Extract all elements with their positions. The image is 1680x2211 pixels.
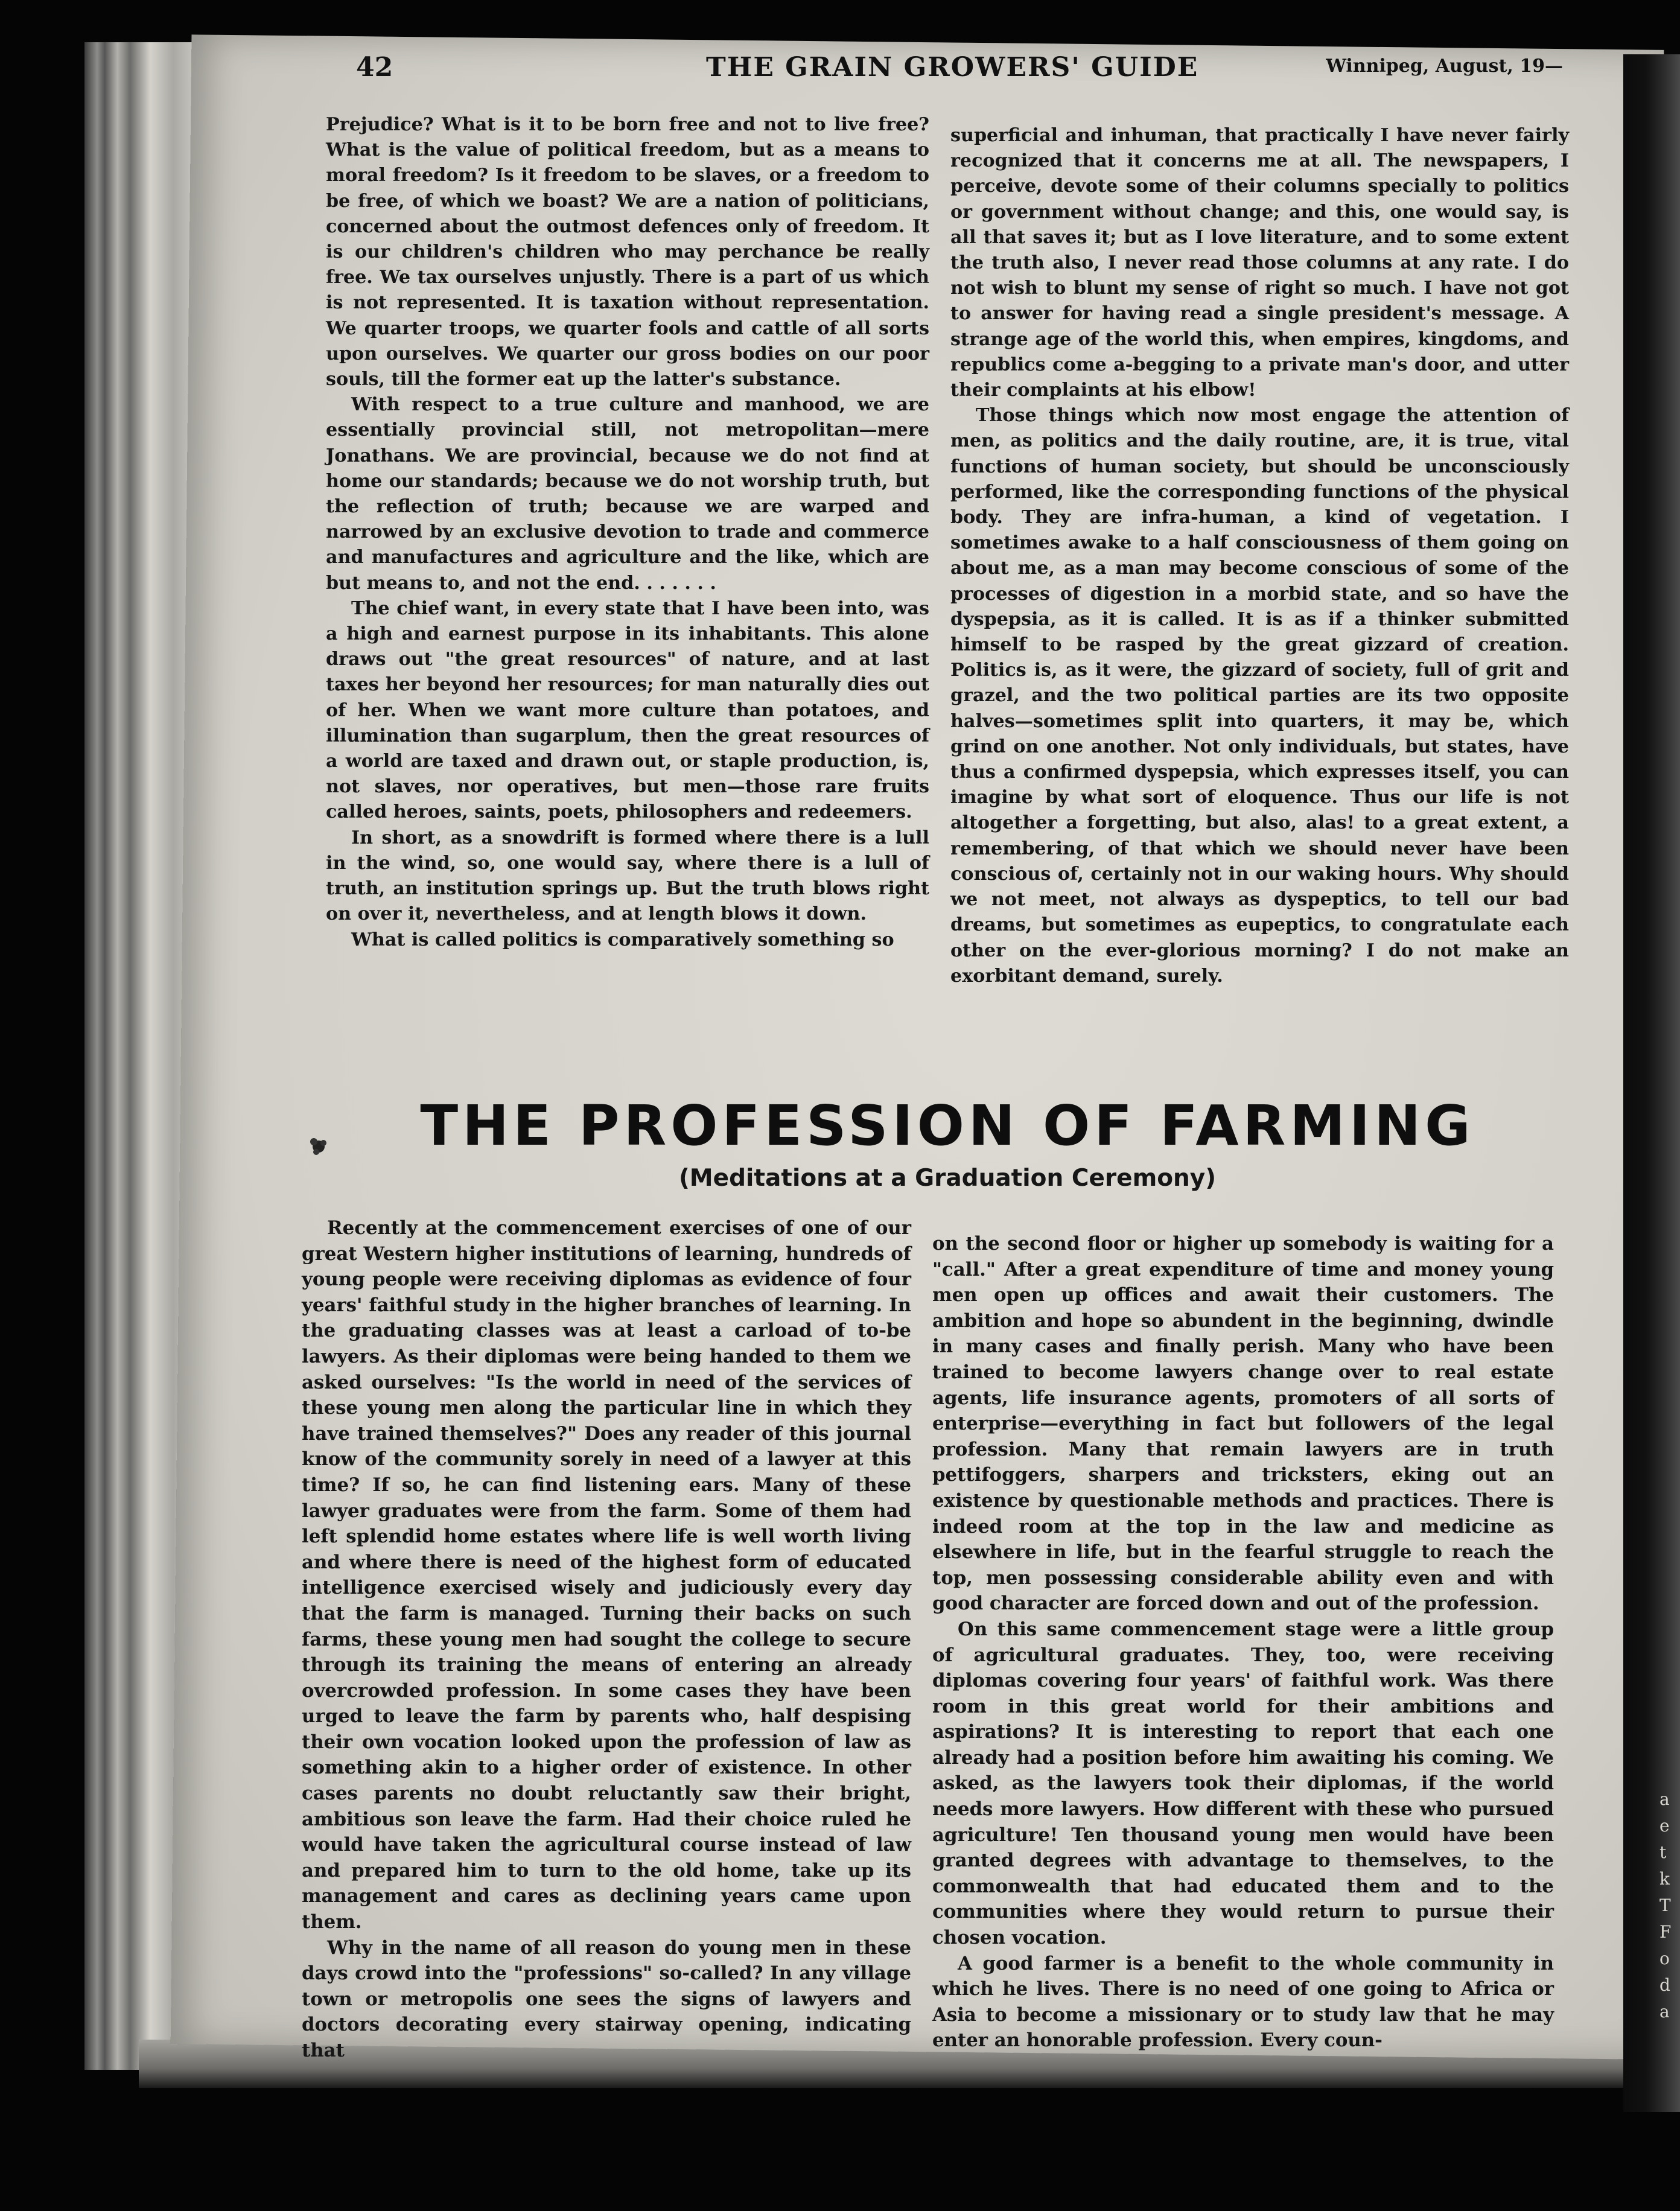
paragraph: superficial and inhuman, that practically I have never fairly recognized that it concerns me at all. The newspapers, I perceive, devote some of their columns specially to politics or government without change; and this, one would say, is all that saves it; but as I love literature, and to some extent the truth also, I never read those columns at any rate. I do not wish to blunt my sense of right so much. I have not got to answer for having read a single president's message. A strange age of the world this, when empires, kingdoms, and republics come a-begging to a private man's door, and utter their complaints at his elbow! [950, 125, 1569, 401]
paragraph: The chief want, in every state that I have been into, was a high and earnest purpose in its inhabitants. This alone draws out "the great resources" of nature, and at last taxes her beyond her resources; for man naturally dies out of her. When we want more culture than potatoes, and illumination than sugarplum, then the great resources of a world are taxed and drawn out, or staple production, is, not slaves, nor operatives, but men—those rare fruits called heroes, saints, poets, philosophers and redeemers. [326, 597, 929, 823]
essay-left-column [326, 112, 929, 953]
paragraph: Those things which now most engage the attention of men, as politics and the daily routine, are, it is true, vital functions of human society, but should be unconsciously performed, like the corresponding functions of the physical body. They are infra-human, a kind of vegetation. I sometimes awake to a half consciousness of them going on about me, as a man may become conscious of some of the processes of digestion in a morbid state, and so have the dyspepsia, as it is called. It is as if a thinker submitted himself to be rasped by the great gizzard of creation. Politics is, as it were, the gizzard of society, full of grit and grazel, and the two political parties are its two opposite halves—sometimes split into quarters, it may be, which grind on one another. Not only individuals, but states, have thus a confirmed dyspepsia, which expresses itself, you can imagine by what sort of eloquence. Thus our life is not altogether a forgetting, but also, alas! to a great extent, a remembering, of that which we should never have been conscious of, certainly not in our waking hours. Why should we not meet, not always as dyspeptics, to tell our bad dreams, but sometimes as eupeptics, to congratulate each other on the ever-glorious morning? I do not make an exorbitant demand, surely. [950, 405, 1569, 987]
paragraph: Recently at the commencement exercises of one of our great Western higher institutions of learning, hundreds of young people were receiving diplomas as evidence of four years' faithful study in the higher branches of learning. In the graduating classes was at least a carload of to-be lawyers. As their diplomas were being handed to them we asked ourselves: "Is the world in need of the services of these young men along the particular line in which they have trained themselves?" Does any reader of this journal know of the community sorely in need of a lawyer at this time? If so, he can find listening ears. Many of these lawyer graduates were from the farm. Some of them had left splendid home estates where life is well worth living and where there is need of the highest form of educated intelligence exercised wisely and judiciously every day that the farm is managed. Turning their backs on such farms, these young men had sought the college to secure through its training the means of entering an already overcrowded profession. In some cases they have been urged to leave the farm by parents who, half despising their own vocation looked upon the profession of law as something akin to a higher order of existence. In other cases parents no doubt reluctantly saw their bright, ambitious son leave the farm. Had their choice ruled he would have taken the agricultural course instead of law and prepared him to turn to the old home, take up its management and cares as declining years came upon them. [302, 1217, 911, 1933]
paragraph: With respect to a true culture and manhood, we are essentially provincial still, not metropolitan—mere Jonathans. We are provincial, because we do not find at home our standards; because we do not worship truth, but the reflection of truth; because we are warped and narrowed by an exclusive devotion to trade and commerce and manufactures and agriculture and the like, which are but means to, and not the end. . . . . . . [326, 394, 929, 594]
fragment-letter: e [1659, 1816, 1670, 1836]
article-headline: THE PROFESSION OF FARMING [420, 1093, 1475, 1158]
fragment-letter: o [1659, 1949, 1670, 1968]
fragment-letter: t [1659, 1842, 1667, 1862]
essay-right-column [950, 123, 1569, 989]
paragraph: Prejudice? What is it to be born free and not to live free? What is the value of political freedom, but as a means to moral freedom? Is it freedom to be slaves, or a freedom to be free, of which we boast? We are a nation of politicians, concerned about the outmost defences only of freedom. It is our children's children who may perchance be really free. We tax ourselves unjustly. There is a part of us which is not represented. It is taxation without representation. We quarter troops, we quarter fools and cattle of all sorts upon ourselves. We quarter our gross bodies on our poor souls, till the former eat up the latter's substance. [326, 114, 929, 390]
paragraph: On this same commencement stage were a little group of agricultural graduates. They, too, were receiving diplomas covering four years' of faithful work. Was there room in this great world for their ambitions and aspirations? It is interesting to report that each one already had a position before him awaiting his coming. We asked, as the lawyers took their diplomas, if the world needs more lawyers. How different with these who pursued agriculture! Ten thousand young men would have been granted degrees with advantage to themselves, to the commonwealth that had educated them and to the communities where they would return to pursue their chosen vocation. [932, 1618, 1554, 1949]
fleuron-icon [307, 1134, 331, 1159]
paragraph: Why in the name of all reason do young men in these days crowd into the "professions" so-called? In any village town or metropolis one sees the signs of lawyers and doctors decorating every stairway opening, indicating that [302, 1936, 911, 2061]
paragraph: on the second floor or higher up somebody is waiting for a "call." After a great expenditure of time and money young men open up offices and await their customers. The ambition and hope so abundent in the beginning, dwindle in many cases and finally perish. Many who have been trained to become lawyers change over to real estate agents, life insurance agents, promoters of all sorts of enterprise—everything in fact but followers of the legal profession. Many that remain lawyers are in truth pettifoggers, sharpers and tricksters, eking out an existence by questionable methods and practices. There is indeed room at the top in the law and medicine as elsewhere in life, but in the fearful struggle to reach the top, men possessing considerable ability even and with good character are forced down and out of the profession. [932, 1233, 1554, 1615]
fragment-letter: d [1659, 1975, 1670, 1995]
dateline: Winnipeg, August, 19— [1326, 56, 1563, 77]
fragment-letter: T [1659, 1895, 1671, 1915]
paragraph: In short, as a snowdrift is formed where there is a lull in the wind, so, one would say, where there is a lull of truth, an institution springs up. But the truth blows right on over it, nevertheless, and at length blows it down. [326, 827, 929, 925]
page-number: 42 [356, 52, 393, 83]
adjacent-page-fragment [1659, 1786, 1680, 2025]
fragment-letter: a [1659, 2002, 1670, 2022]
running-header [326, 48, 1569, 97]
paragraph: What is called politics is comparatively something so [351, 929, 894, 950]
article-subheadline: (Meditations at a Graduation Ceremony) [678, 1165, 1217, 1192]
fragment-letter: a [1659, 1789, 1670, 1809]
fragment-letter: F [1659, 1922, 1672, 1942]
paragraph: A good farmer is a benefit to the whole community in which he lives. There is no need of one going to Africa or Asia to become a missionary or to study law that he may enter an honorable profession. Every coun- [932, 1952, 1554, 2052]
article-right-column [932, 1231, 1554, 2054]
article-left-column [302, 1215, 911, 2064]
journal-title: THE GRAIN GROWERS' GUIDE [706, 52, 1199, 83]
fragment-letter: k [1659, 1869, 1670, 1889]
